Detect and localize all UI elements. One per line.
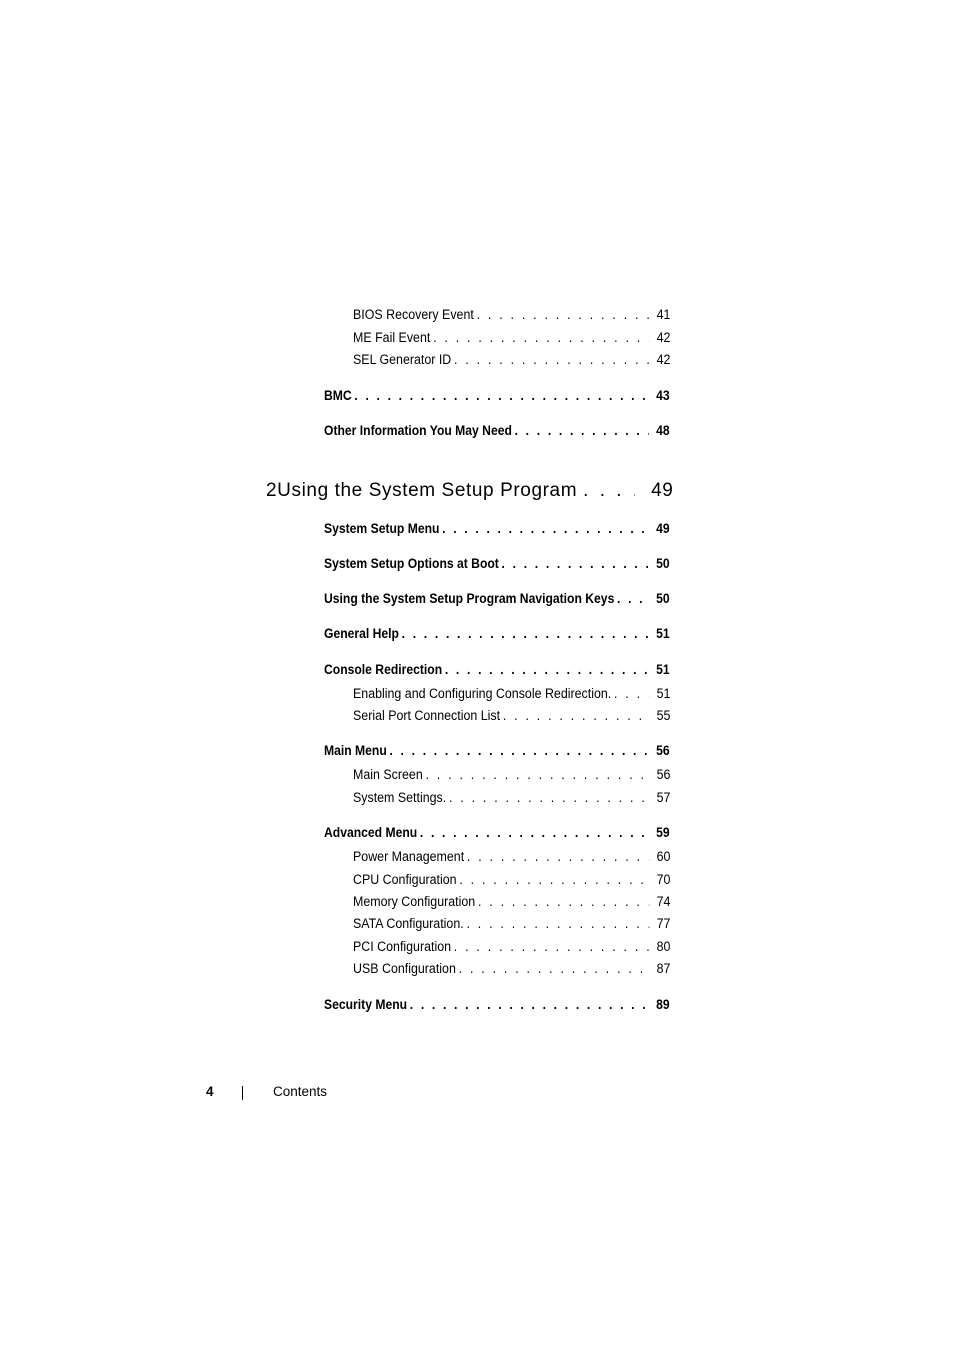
toc-leader	[466, 917, 649, 931]
toc-entry-page: 51	[656, 626, 670, 641]
toc-entry-page: 51	[656, 662, 670, 677]
toc-entry-title: Console Redirection	[324, 662, 443, 677]
toc-entry-title: Power Management	[353, 849, 465, 864]
toc-entry[interactable]	[353, 687, 670, 701]
toc-entry-page: 48	[656, 423, 670, 438]
toc-leader	[454, 353, 649, 367]
toc-leader	[449, 791, 649, 805]
toc-entry[interactable]	[353, 308, 670, 322]
toc-entry-title: Advanced Menu	[324, 825, 418, 840]
toc-entry-title: BMC	[324, 388, 352, 403]
toc-entry-title: USB Configuration	[353, 961, 456, 976]
footer-section-label: Contents	[273, 1084, 328, 1099]
toc-entry-page: 50	[656, 556, 670, 571]
chapter-page: 49	[651, 480, 674, 501]
footer-page-number: 4	[206, 1084, 214, 1099]
toc-entry-page: 56	[656, 743, 670, 758]
toc-leader	[442, 522, 649, 536]
toc-section-entry[interactable]	[324, 557, 670, 571]
toc-leader	[410, 998, 649, 1012]
toc-entry-page: 70	[656, 872, 671, 887]
toc-entry-page: 60	[656, 849, 671, 864]
toc-leader	[354, 389, 648, 403]
toc-entry-title: System Setup Options at Boot	[324, 556, 499, 571]
toc-entry-page: 49	[656, 521, 670, 536]
toc-entry-title: System Setup Menu	[324, 521, 440, 536]
toc-entry-page: 56	[656, 767, 671, 782]
toc-entry-page: 80	[656, 939, 671, 954]
toc-entry-title: Serial Port Connection List	[353, 708, 501, 723]
toc-entry-title: Main Menu	[324, 743, 387, 758]
toc-entry[interactable]	[353, 768, 670, 782]
toc-entry-page: 41	[656, 307, 671, 322]
toc-section-entry[interactable]	[324, 744, 670, 758]
toc-entry-title: System Settings.	[353, 790, 447, 805]
toc-entry-title: SEL Generator ID	[353, 352, 452, 367]
toc-leader	[454, 940, 649, 954]
toc-leader	[503, 709, 649, 723]
toc-entry[interactable]	[353, 791, 670, 805]
toc-section-entry[interactable]	[324, 663, 670, 677]
toc-leader	[477, 308, 650, 322]
toc-entry-title: BIOS Recovery Event	[353, 307, 474, 322]
toc-entry[interactable]	[353, 895, 670, 909]
toc-entry-title: PCI Configuration	[353, 939, 452, 954]
toc-entry-page: 59	[656, 825, 670, 840]
toc-entry[interactable]	[353, 940, 670, 954]
toc-entry-page: 55	[656, 708, 671, 723]
chapter-title: Using the System Setup Program	[277, 480, 578, 501]
toc-leader	[502, 557, 649, 571]
toc-entry-page: 74	[656, 894, 671, 909]
toc-entry[interactable]	[353, 873, 670, 887]
toc-leader	[425, 768, 649, 782]
toc-entry-title: Other Information You May Need	[324, 423, 512, 438]
toc-section-entry[interactable]	[324, 592, 670, 606]
toc-entry-page: 42	[656, 330, 671, 345]
toc-entry-page: 50	[656, 591, 670, 606]
toc-leader	[459, 873, 649, 887]
toc-entry[interactable]	[353, 353, 670, 367]
toc-entry-page: 43	[656, 388, 670, 403]
toc-section-entry[interactable]	[324, 627, 670, 641]
toc-entry-title: General Help	[324, 626, 399, 641]
chapter-number: 2	[266, 480, 278, 501]
toc-leader	[614, 687, 649, 701]
toc-section-entry[interactable]	[324, 389, 670, 403]
toc-entry-title: CPU Configuration	[353, 872, 457, 887]
toc-entry-page: 87	[656, 961, 671, 976]
toc-entry-title: Enabling and Configuring Console Redirection.	[353, 686, 612, 701]
toc-leader	[433, 331, 649, 345]
toc-leader	[389, 744, 648, 758]
toc-entry[interactable]	[353, 850, 670, 864]
toc-entry-page: 57	[656, 790, 671, 805]
toc-entry[interactable]	[353, 962, 670, 976]
toc-entry[interactable]	[353, 331, 670, 345]
toc-entry-title: Main Screen	[353, 767, 423, 782]
toc-leader	[478, 895, 649, 909]
toc-leader	[617, 592, 649, 606]
toc-leader	[420, 826, 649, 840]
toc-entry-title: Security Menu	[324, 997, 408, 1012]
toc-leader	[445, 663, 649, 677]
toc-entry-title: Using the System Setup Program Navigation Keys	[324, 591, 615, 606]
toc-entry-title: Memory Configuration	[353, 894, 476, 909]
toc-entry-title: SATA Configuration.	[353, 916, 464, 931]
toc-entry[interactable]	[353, 917, 670, 931]
footer-divider	[242, 1086, 243, 1100]
toc-entry-title: ME Fail Event	[353, 330, 431, 345]
toc-section-entry[interactable]	[324, 998, 670, 1012]
toc-leader	[583, 481, 635, 500]
toc-entry-page: 77	[656, 916, 671, 931]
toc-chapter-heading[interactable]	[266, 480, 674, 501]
toc-entry-page: 42	[656, 352, 671, 367]
toc-leader	[467, 850, 649, 864]
toc-section-entry[interactable]	[324, 522, 670, 536]
toc-section-entry[interactable]	[324, 826, 670, 840]
toc-leader	[459, 962, 650, 976]
toc-entry-page: 51	[656, 686, 671, 701]
toc-entry-page: 89	[656, 997, 670, 1012]
toc-section-entry[interactable]	[324, 424, 670, 438]
toc-leader	[515, 424, 649, 438]
toc-leader	[402, 627, 649, 641]
toc-entry[interactable]	[353, 709, 670, 723]
